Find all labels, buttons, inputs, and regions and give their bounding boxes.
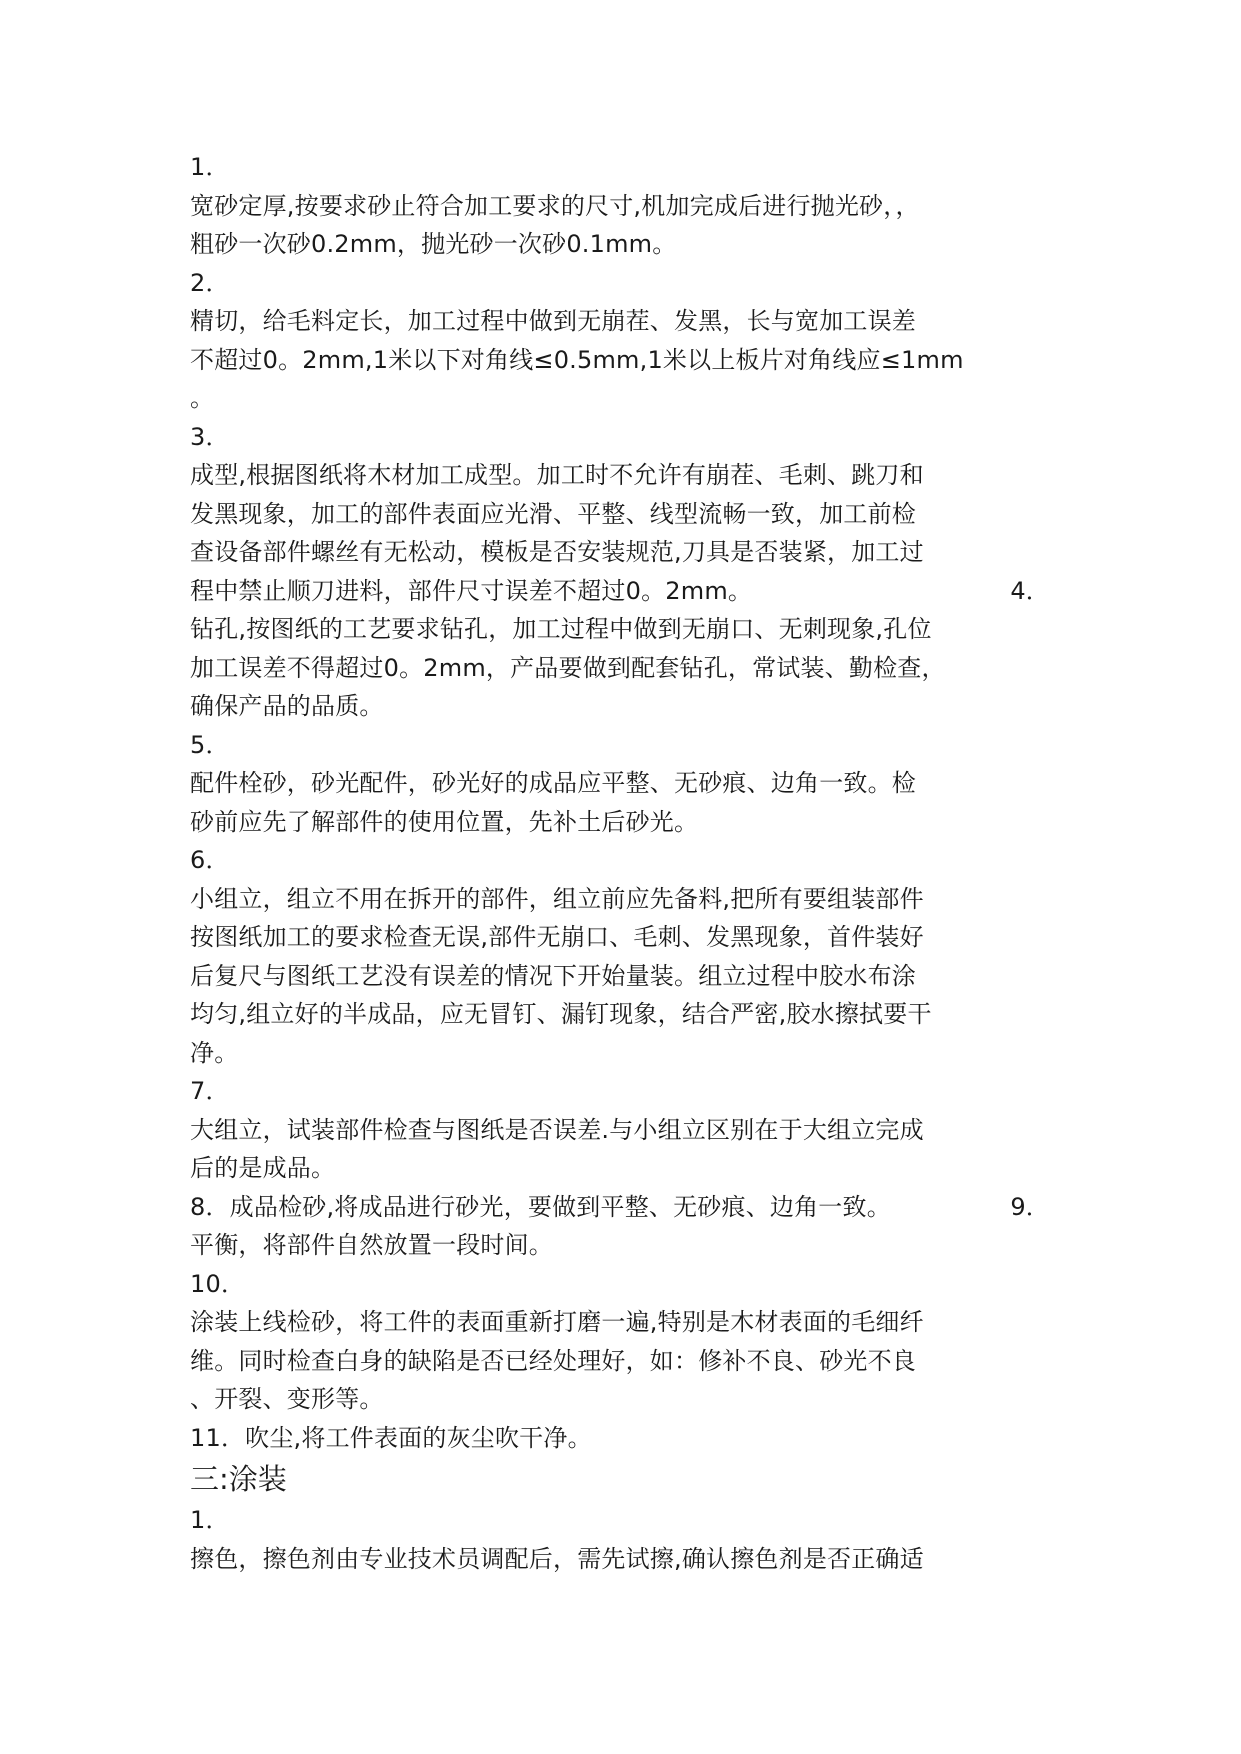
text-line: 净。 (190, 1038, 239, 1067)
text-line: 。 (190, 384, 215, 412)
text-line: 成型,根据图纸将木材加工成型。加工时不允许有崩茬、毛刺、跳刀和 (190, 461, 924, 489)
text-segment: 程中禁止顺刀进料，部件尺寸误差不超过0。2mm。 (190, 576, 753, 605)
text-line: 11．吹尘,将工件表面的灰尘吹干净。 (190, 1423, 592, 1452)
text-line: 查设备部件螺丝有无松动，模板是否安装规范,刀具是否装紧，加工过 (190, 538, 924, 566)
text-line: 擦色，擦色剂由专业技术员调配后，需先试擦,确认擦色剂是否正确适 (190, 1544, 924, 1573)
text-line: 涂装上线检砂，将工件的表面重新打磨一遍,特别是木材表面的毛细纤 (190, 1308, 924, 1336)
document-body (190, 148, 1050, 1578)
text-line: 按图纸加工的要求检查无误,部件无崩口、毛刺、发黑现象，首件装好 (190, 923, 924, 951)
text-line: 确保产品的品质。 (190, 692, 384, 720)
text-line (190, 1188, 1050, 1227)
text-line: 发黑现象，加工的部件表面应光滑、平整、线型流畅一致，加工前检 (190, 499, 916, 528)
text-line: 大组立，试装部件检查与图纸是否误差.与小组立区别在于大组立完成 (190, 1115, 924, 1144)
text-line: 小组立，组立不用在拆开的部件，组立前应先备料,把所有要组装部件 (190, 884, 924, 913)
text-line: 粗砂一次砂0.2mm，抛光砂一次砂0.1mm。 (190, 230, 677, 258)
item-number-7: 7． (190, 1077, 230, 1105)
section-heading: 三:涂装 (190, 1462, 287, 1496)
text-line: 配件栓砂，砂光配件，砂光好的成品应平整、无砂痕、边角一致。检 (190, 769, 916, 797)
item-number-1: 1． (190, 1506, 230, 1534)
item-number-3: 3． (190, 422, 230, 451)
text-line (190, 572, 1050, 611)
text-line: 均匀,组立好的半成品，应无冒钉、漏钉现象，结合严密,胶水擦拭要干 (190, 1000, 932, 1028)
item-number-4: 4． (1010, 576, 1050, 605)
text-line: 宽砂定厚,按要求砂止符合加工要求的尺寸,机加完成后进行抛光砂，， (190, 191, 920, 220)
item-number-5: 5． (190, 730, 230, 759)
text-line: 钻孔,按图纸的工艺要求钻孔，加工过程中做到无崩口、无刺现象,孔位 (190, 615, 932, 643)
text-line: 、开裂、变形等。 (190, 1385, 384, 1413)
text-line: 不超过0。2mm,1米以下对角线≤0.5mm,1米以上板片对角线应≤1mm (190, 345, 964, 374)
text-line: 后的是成品。 (190, 1154, 336, 1182)
text-segment: 8．成品检砂,将成品进行砂光，要做到平整、无砂痕、边角一致。 (190, 1192, 891, 1221)
item-number-10: 10． (190, 1269, 246, 1298)
item-number-1: 1． (190, 153, 230, 181)
text-line: 维。同时检查白身的缺陷是否已经处理好，如：修补不良、砂光不良 (190, 1346, 916, 1375)
text-line: 平衡，将部件自然放置一段时间。 (190, 1231, 553, 1259)
item-number-6: 6． (190, 846, 230, 874)
text-line: 精切，给毛料定长，加工过程中做到无崩茬、发黑，长与宽加工误差 (190, 307, 916, 335)
text-line: 砂前应先了解部件的使用位置，先补土后砂光。 (190, 807, 699, 836)
item-number-9: 9． (1010, 1192, 1050, 1221)
text-line: 加工误差不得超过0。2mm，产品要做到配套钻孔，常试装、勤检查， (190, 653, 946, 682)
text-line: 后复尺与图纸工艺没有误差的情况下开始量装。组立过程中胶水布涂 (190, 961, 916, 990)
item-number-2: 2． (190, 268, 230, 297)
